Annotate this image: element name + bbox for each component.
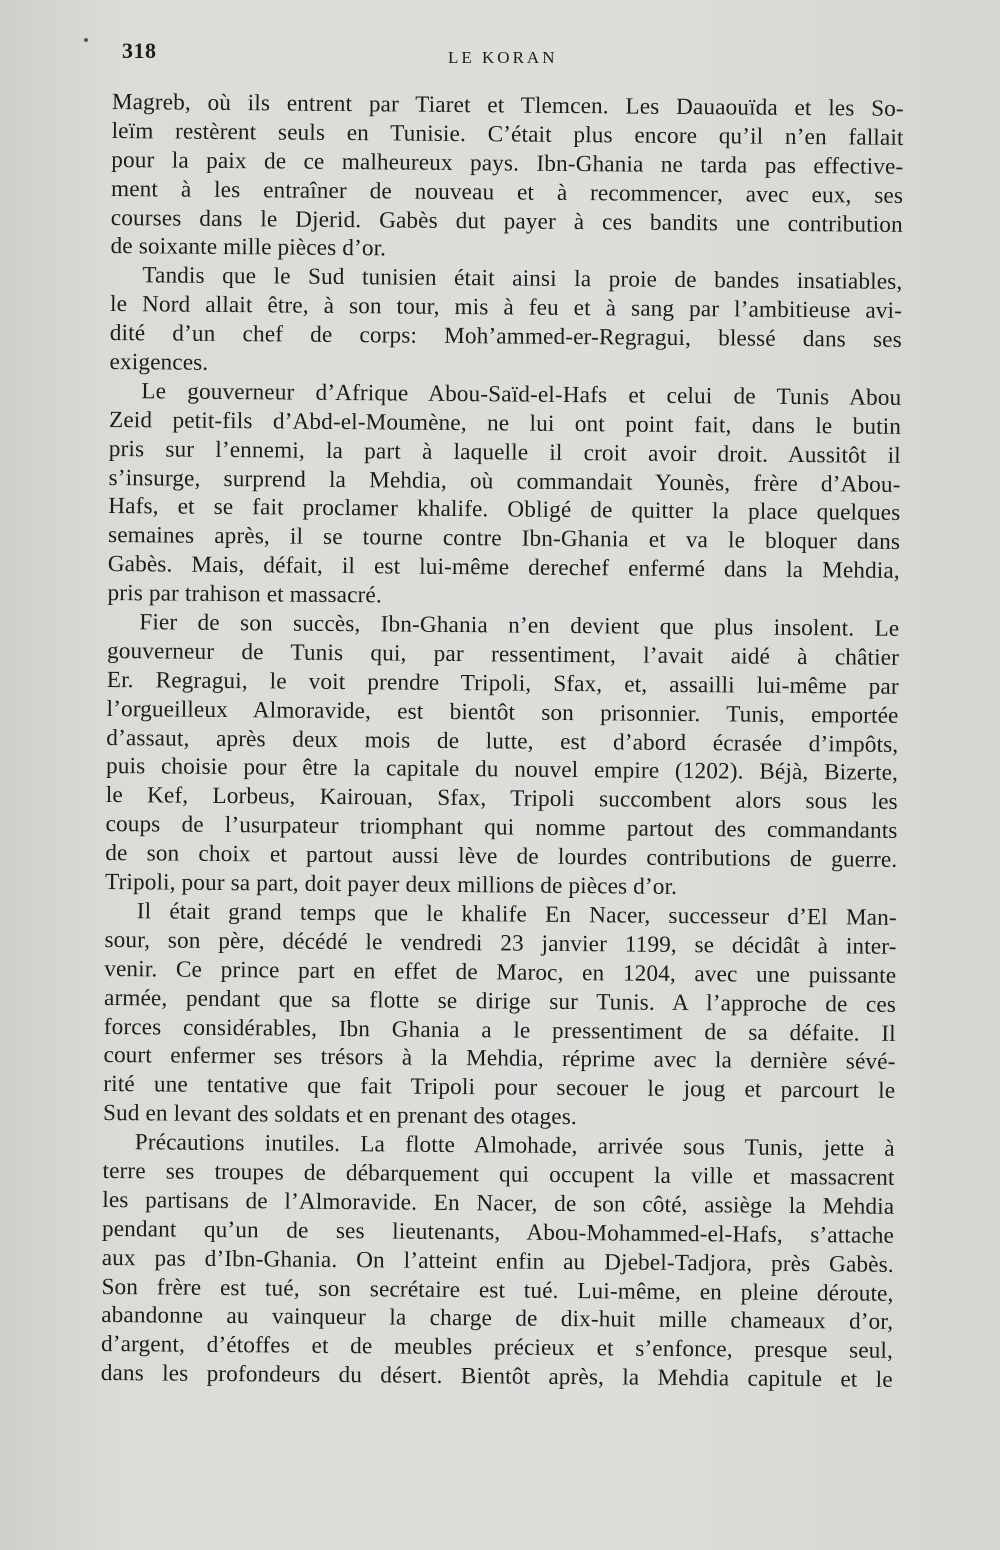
text-line: Son frère est tué, son secrétaire est tué. Lui-même, en pleine déroute, <box>101 1273 894 1307</box>
text-line: Er. Regragui, le voit prendre Tripoli, Sfax, et, assailli lui-même par <box>106 666 899 700</box>
text-line: Sud en levant des soldats et en prenant des otages. <box>102 1100 578 1131</box>
body-text <box>101 88 904 1395</box>
ink-speck <box>84 38 88 42</box>
text-line: puis choisie pour être la capitale du nouvel empire (1202). Béjà, Bizerte, <box>105 753 899 787</box>
text-line: le Kef, Lorbeus, Kairouan, Sfax, Tripoli succombent alors sous les <box>105 782 898 816</box>
text-line: pour la paix de ce malheureux pays. Ibn-Ghania ne tarda pas effective- <box>111 146 904 180</box>
text-line: ment à les entraîner de nouveau et à recommencer, avec eux, ses <box>111 175 904 209</box>
text-line: Tripoli, pour sa part, doit payer deux millions de pièces d’or. <box>104 869 678 901</box>
text-line: pris par trahison et massacré. <box>107 580 382 609</box>
text-line: les partisans de l’Almoravide. En Nacer, de son côté, assiège la Mehdia <box>102 1186 895 1220</box>
text-line: gouverneur de Tunis qui, par ressentiment, l’avait aidé à châtier <box>106 637 900 671</box>
page-header <box>118 38 918 78</box>
text-line: rité une tentative que fait Tripoli pour secouer le joug et parcourt le <box>103 1071 896 1105</box>
text-line: Précautions inutiles. La flotte Almohade, arrivée sous Tunis, jette à <box>134 1129 895 1162</box>
text-line: leïm restèrent seuls en Tunisie. C’était plus encore qu’il n’en fallait <box>111 117 904 151</box>
text-line: sour, son père, décédé le vendredi 23 janvier 1199, se décidât à inter- <box>104 926 897 960</box>
text-line: pris sur l’ennemi, la part à laquelle il croit avoir droit. Aussitôt il <box>108 435 901 469</box>
text-line: dité d’un chef de corps: Moh’ammed-er-Regragui, blessé dans ses <box>109 320 902 354</box>
text-line: s’insurge, surprend la Mehdia, où commandait Younès, frère d’Abou- <box>108 464 901 498</box>
text-line: Hafs, et se fait proclamer khalife. Obligé de quitter la place quelques <box>108 493 901 527</box>
text-line: dans les profondeurs du désert. Bientôt après, la Mehdia capitule et le <box>100 1360 893 1394</box>
text-line: forces considérables, Ibn Ghania a le pressentiment de sa défaite. Il <box>103 1013 896 1047</box>
text-line: armée, pendant que sa flotte se dirige sur Tunis. A l’approche de ces <box>103 984 897 1018</box>
text-line: Il était grand temps que le khalife En Nacer, successeur d’El Man- <box>136 898 897 931</box>
text-line: terre ses troupes de débarquement qui occupent la ville et massacrent <box>102 1157 895 1191</box>
text-line: le Nord allait être, à son tour, mis à feu et à sang par l’ambitieuse avi- <box>109 291 903 325</box>
text-line: Zeid petit-fils d’Abd-el-Moumène, ne lui ont point fait, dans le butin <box>108 406 902 440</box>
text-line: aux pas d’Ibn-Ghania. On l’atteint enfin au Djebel-Tadjora, près Gabès. <box>101 1244 894 1278</box>
text-line: venir. Ce prince part en effet de Maroc, en 1204, avec une puissante <box>104 955 897 989</box>
text-line: de son choix et partout aussi lève de lourdes contributions de guerre. <box>105 840 898 874</box>
text-line: court enfermer ses trésors à la Mehdia, réprime avec la dernière sévé- <box>103 1042 896 1076</box>
text-line: l’orgueilleux Almoravide, est bientôt son prisonnier. Tunis, emportée <box>106 695 899 729</box>
text-line: de soixante mille pièces d’or. <box>110 233 387 262</box>
text-line: coups de l’usurpateur triomphant qui nomme partout des commandants <box>105 811 898 845</box>
text-line: Magreb, où ils entrent par Tiaret et Tlemcen. Les Dauaouïda et les So- <box>111 88 904 122</box>
text-line: Tandis que le Sud tunisien était ainsi la proie de bandes insatiables, <box>142 262 903 296</box>
text-line: semaines après, il se tourne contre Ibn-Ghania et va le bloquer dans <box>107 522 901 556</box>
text-line: d’argent, d’étoffes et de meubles précieux et s’enfonce, presque seul, <box>100 1331 894 1365</box>
text-line: Le gouverneur d’Afrique Abou-Saïd-el-Hafs et celui de Tunis Abou <box>141 378 902 411</box>
text-line: abandonne au vainqueur la charge de dix-huit mille chameaux d’or, <box>101 1302 894 1336</box>
page-number: 318 <box>122 38 157 63</box>
text-line: Gabès. Mais, défait, il est lui-même derechef enfermé dans la Mehdia, <box>107 551 900 585</box>
running-title: LE KORAN <box>448 48 558 67</box>
text-line: exigences. <box>109 349 209 376</box>
text-line: pendant qu’un de ses lieutenants, Abou-Mohammed-el-Hafs, s’attache <box>101 1215 895 1249</box>
text-line: courses dans le Djerid. Gabès dut payer à ces bandits une contribution <box>110 204 903 238</box>
text-line: d’assaut, après deux mois de lutte, est d’abord écrasée d’impôts, <box>106 724 899 758</box>
text-line: Fier de son succès, Ibn-Ghania n’en devient que plus insolent. Le <box>139 609 900 642</box>
